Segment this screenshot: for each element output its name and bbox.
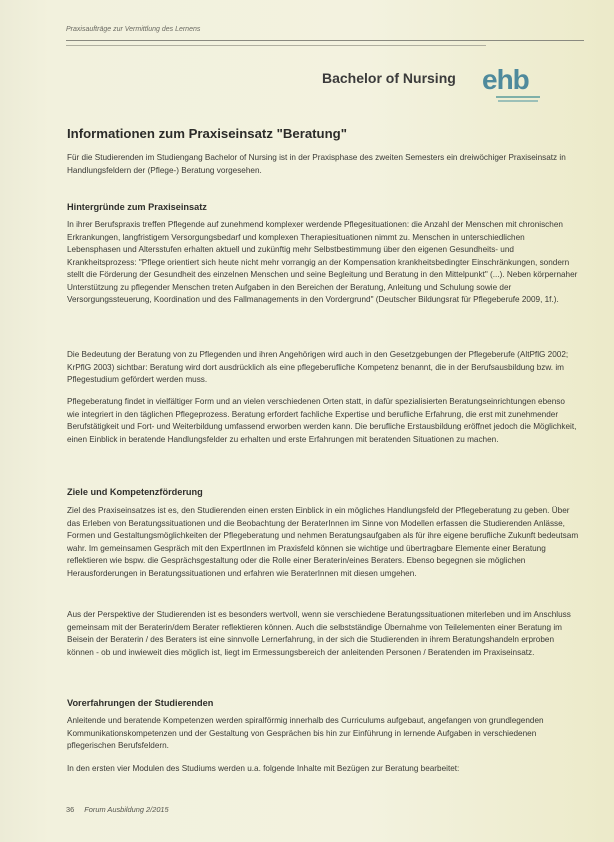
paragraph: Aus der Perspektive der Studierenden ist es besonders wertvoll, wenn sie verschiedene Beratungssituationen miterleben und im Anschluss gemeinsam mit der Beraterin/dem Berater reflektieren können. Auch die selbstständige Übernahme von Teilelementen einer Beratung im Beisein der Beraterin / des Beraters ist eine sinnvolle Lernerfahrung, in der sich die Studierenden in ihrem Beratungshandeln erproben können - ob und inwieweit dies möglich ist, liegt im Ermessungsbereich der anleitenden Personen / Beratenden im Praxiseinsatz. bbox=[67, 610, 571, 657]
section-heading-prior-experience: Vorerfahrungen der Studierenden bbox=[67, 698, 214, 708]
section-background-p3 bbox=[67, 396, 579, 446]
journal-name: Forum Ausbildung 2/2015 bbox=[84, 805, 169, 814]
logo-underline-2 bbox=[498, 100, 538, 102]
paragraph: In den ersten vier Modulen des Studiums werden u.a. folgende Inhalte mit Bezügen zur Beratung bearbeitet: bbox=[67, 764, 460, 773]
section-background-p2 bbox=[67, 349, 579, 387]
page-number: 36 bbox=[66, 805, 75, 814]
program-name: Bachelor of Nursing bbox=[322, 70, 456, 86]
running-head: Praxisaufträge zur Vermittlung des Lernens bbox=[66, 26, 201, 33]
page-title: Informationen zum Praxiseinsatz "Beratung" bbox=[67, 126, 347, 141]
ehb-logo bbox=[482, 66, 546, 106]
section-prior-experience bbox=[67, 715, 579, 753]
page-footer bbox=[66, 805, 169, 814]
logo-underline bbox=[496, 96, 540, 98]
paragraph: Die Bedeutung der Beratung von zu Pflegenden und ihren Angehörigen wird auch in den Gesetzgebungen der Pflegeberufe (AltPflG 2002; KrPflG 2003) sichtbar: Beratung wird dort ausdrücklich als eine pflegeberufliche Kompetenz benannt, die in der Berufsausbildung bzw. im Pflegestudium gefördert werden muss. bbox=[67, 350, 569, 384]
paragraph: In ihrer Berufspraxis treffen Pflegende auf zunehmend komplexer werdende Pflegesituationen: die Anzahl der Menschen mit chronischen Erkrankungen, langfristigem Versorgungsbedarf und komplexen Therapiesituationen nimmt zu. Menschen in unterschiedlichen Lebensphasen und Altersstufen erhalten aktuell und zukünftig mehr Selbstbestimmung über den eigenen Gesundheits- und Krankheitsprozess: "Pflege orientiert sich heute nicht mehr vorrangig an der Kompensation krankheitsbedingter Einschränkungen, sondern stellt die Förderung der Gesundheit des einzelnen Menschen und seine Begleitung und Beratung in den Mittelpunkt" (...). Neben körpernaher Unterstützung zu pflegender Menschen treten Aufgaben in den Bereichen der Beratung, Anleitung und Schulung sowie der Versorgungssteuerung, Koordination und des Fallmanagements in den Vordergrund" (Deutscher Bildungsrat für Pflegeberufe 2009, 1f.). bbox=[67, 220, 578, 304]
logo-wordmark: ehb bbox=[482, 64, 529, 95]
section-background bbox=[67, 219, 579, 307]
section-heading-goals: Ziele und Kompetenzförderung bbox=[67, 487, 203, 497]
section-goals-p2 bbox=[67, 609, 579, 659]
paragraph: Pflegeberatung findet in vielfältiger Form und an vielen verschiedenen Orten statt, in dafür spezialisierten Beratungseinrichtungen ebenso wie integriert in den täglichen Pflegeprozess. Beratung erfordert fachliche Expertise und berufliche Erfahrung, die erst mit zunehmender Berufstätigkeit und Fort- und Weiterbildung umfassend erworben werden kann. Die berufliche Erstausbildung eröffnet jedoch die Möglichkeit, einen Einblick in beratende Handlungsfelder zu erhalten und erste Erfahrungen mit beratenden Situationen zu machen. bbox=[67, 397, 577, 444]
header-rule-secondary bbox=[66, 45, 486, 46]
intro-paragraph: Für die Studierenden im Studiengang Bachelor of Nursing ist in der Praxisphase des zweiten Semesters ein dreiwöchiger Praxiseinsatz in Handlungsfeldern der (Pflege-) Beratung vorgesehen. bbox=[67, 153, 566, 175]
header-rule bbox=[66, 40, 584, 41]
section-goals bbox=[67, 505, 579, 580]
paragraph: Ziel des Praxiseinsatzes ist es, den Studierenden einen ersten Einblick in ein mögliches Handlungsfeld der Pflegeberatung zu geben. Über das Erleben von Beratungssituationen und die Beobachtung der BeraterInnen im Sinne von Modellen erfassen die Studierenden Anlässe, Formen und Gestaltungsmöglichkeiten der Pflegeberatung und nehmen Beratungsaufgaben als für ihre eigene berufliche Zukunft bedeutsam wahr. Im gemeinsamen Gespräch mit den ExpertInnen im Praxisfeld können sie wichtige und übertragbare Elemente einer Beratung reflektieren wie bspw. die Gesprächsgestaltung oder die Rolle einer Beraterin/eines Beraters. Ebenso begegnen sie möglichen Herausforderungen in Beratungssituationen und erfahren wie BeraterInnen mit diesen umgehen. bbox=[67, 506, 579, 578]
section-heading-background: Hintergründe zum Praxiseinsatz bbox=[67, 202, 207, 212]
section-prior-experience-p2 bbox=[67, 763, 579, 776]
paragraph: Anleitende und beratende Kompetenzen werden spiralförmig innerhalb des Curriculums aufgebaut, angefangen von grundlegenden Kommunikationskompetenzen und der Gestaltung von Gesprächen bis hin zur Einführung in lernende Aufgaben in verschiedenen pflegerischen Berufsfeldern. bbox=[67, 716, 544, 750]
